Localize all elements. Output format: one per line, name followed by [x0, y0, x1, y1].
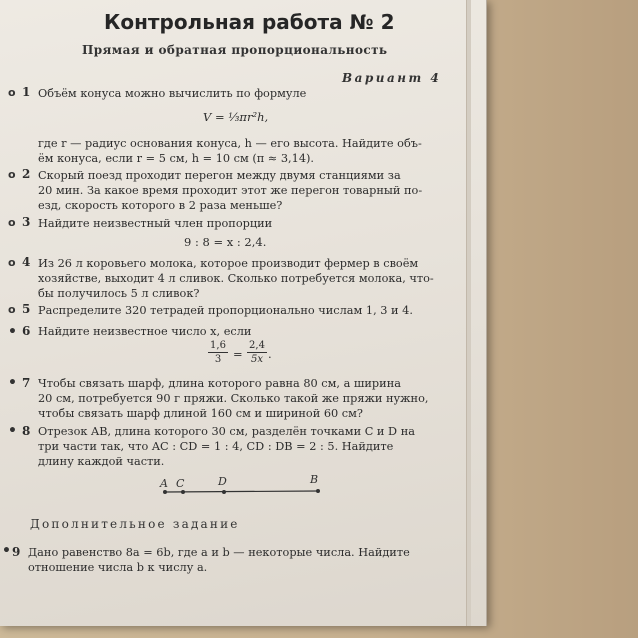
task-3-line: Найдите неизвестный член пропорции [38, 217, 273, 230]
task-6-fraction-left [208, 340, 228, 365]
task-6-equals: = [233, 347, 243, 361]
task-6-period: . [268, 347, 272, 361]
point-b-dot [316, 489, 320, 493]
point-d-dot [222, 490, 226, 494]
task-2-line: 20 мин. За какое время проходит этот же перегон товарный по- [38, 184, 423, 197]
task-4-number: 4 [22, 255, 31, 269]
segment-line [165, 491, 318, 492]
task-4-line: бы получилось 5 л сливок? [38, 287, 200, 300]
task-9-line: Дано равенство 8a = 6b, где a и b — некоторые числа. Найдите [28, 546, 410, 559]
task-8-line: Отрезок AB, длина которого 30 см, разделён точками C и D на [38, 425, 415, 438]
task-5-marker: o [8, 303, 16, 316]
task-8-text [38, 424, 415, 469]
task-9-text [28, 545, 410, 575]
task-7-marker: • [8, 375, 17, 391]
task-1-text [38, 86, 306, 101]
task-9-number: 9 [12, 545, 21, 559]
fraction-denominator: 5x [250, 354, 263, 365]
task-2-line: езд, скорость которого в 2 раза меньше? [38, 199, 283, 212]
task-8-line: длину каждой части. [38, 455, 165, 468]
task-7-number: 7 [22, 376, 31, 390]
task-3-proportion: 9 : 8 = x : 2,4. [184, 235, 267, 249]
task-4-line: Из 26 л коровьего молока, которое производит фермер в своём [38, 257, 419, 270]
task-6-text [38, 324, 251, 339]
task-5-text [38, 303, 413, 318]
task-1-formula: V = ⅓πr²h, [203, 110, 269, 124]
task-7-line: Чтобы связать шарф, длина которого равна 80 см, а ширина [38, 377, 401, 390]
task-7-text [38, 376, 428, 421]
fraction-numerator: 2,4 [249, 340, 265, 351]
worksheet-title: Контрольная работа № 2 [104, 10, 395, 34]
point-d-label: D [218, 475, 227, 488]
point-a-dot [163, 490, 167, 494]
task-3-number: 3 [22, 215, 31, 229]
task-1-line: где r — радиус основания конуса, h — его высота. Найдите объ- [38, 137, 422, 150]
task-6-marker: • [8, 324, 17, 340]
task-8-marker: • [8, 423, 17, 439]
point-c-label: C [176, 477, 185, 490]
task-2-text [38, 168, 422, 213]
fraction-bar [247, 352, 267, 353]
task-6-line: Найдите неизвестное число x, если [38, 325, 252, 338]
task-3-marker: o [8, 216, 16, 229]
task-1-text-continued [38, 136, 422, 166]
variant-label: Вариант 4 [342, 71, 442, 85]
point-c-dot [181, 490, 185, 494]
task-8-number: 8 [22, 424, 31, 438]
segment-ab-diagram [156, 472, 336, 502]
task-4-marker: o [8, 256, 16, 269]
task-1-number: 1 [22, 85, 31, 99]
task-6-number: 6 [22, 324, 31, 338]
task-6-fraction-right [247, 340, 267, 365]
point-a-label: A [160, 477, 168, 490]
fraction-bar [208, 352, 228, 353]
task-2-line: Скорый поезд проходит перегон между двумя станциями за [38, 169, 401, 182]
task-7-line: чтобы связать шарф длиной 160 см и шириной 60 см? [38, 407, 363, 420]
task-8-line: три части так, что AC : CD = 1 : 4, CD : DB = 2 : 5. Найдите [38, 440, 394, 453]
task-2-number: 2 [22, 167, 31, 181]
task-1-marker: o [8, 86, 16, 99]
task-9-marker: • [2, 543, 11, 559]
task-3-text [38, 216, 272, 231]
task-9-line: отношение числа b к числу a. [28, 561, 208, 574]
fraction-denominator: 3 [214, 354, 222, 365]
point-b-label: B [310, 473, 319, 486]
task-4-text [38, 256, 434, 301]
task-1-line: Объём конуса можно вычислить по формуле [38, 87, 307, 100]
task-5-line: Распределите 320 тетрадей пропорционально числам 1, 3 и 4. [38, 304, 413, 317]
task-1-line: ём конуса, если r = 5 см, h = 10 см (π ≈ 3,14). [38, 152, 315, 165]
page-edge [466, 0, 471, 626]
task-2-marker: o [8, 168, 16, 181]
task-5-number: 5 [22, 302, 31, 316]
fraction-numerator: 1,6 [210, 340, 226, 351]
extra-task-title: Дополнительное задание [30, 517, 240, 531]
worksheet-subtitle: Прямая и обратная пропорциональность [82, 43, 388, 57]
task-4-line: хозяйстве, выходит 4 л сливок. Сколько потребуется молока, что- [38, 272, 434, 285]
task-7-line: 20 см, потребуется 90 г пряжи. Сколько такой же пряжи нужно, [38, 392, 429, 405]
